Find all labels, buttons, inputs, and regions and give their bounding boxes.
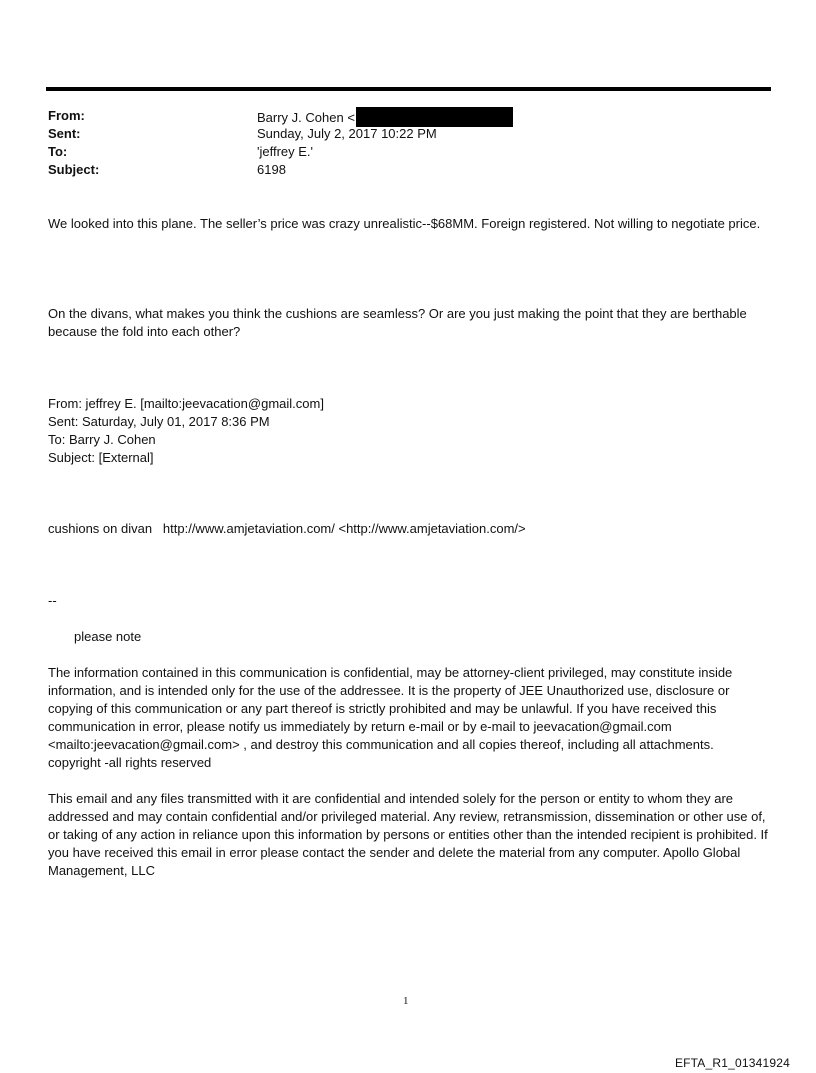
document-id: EFTA_R1_01341924	[674, 1056, 790, 1070]
subject-label: Subject:	[48, 162, 100, 177]
sent-value: Sunday, July 2, 2017 10:22 PM	[257, 126, 437, 141]
signature-separator: --	[48, 593, 57, 608]
disclaimer-apollo: This email and any files transmitted with it are confidential and intended solely for the person or entity to whom they are addressed and may contain confidential and/or privileged material. Any review, retransmission, dissemination or other use of, or taking of any action in reliance upon this information by persons or entities other than the intended recipient is prohibited. If you have received this email in error please contact the sender and delete the material from any computer. Apollo Global Management, LLC	[48, 791, 768, 878]
quoted-line-cushions: cushions on divan http://www.amjetaviation.com/ <http://www.amjetaviation.com/>	[48, 521, 526, 536]
to-value: 'jeffrey E.'	[257, 144, 314, 159]
from-label: From:	[48, 108, 85, 123]
quoted-subject: Subject: [External]	[48, 450, 154, 465]
please-note: please note	[74, 629, 142, 644]
from-name: Barry J. Cohen <	[257, 110, 355, 125]
subject-value: 6198	[257, 162, 286, 177]
disclaimer-jee: The information contained in this communication is confidential, may be attorney-client privileged, may constitute inside information, and is intended only for the use of the addressee. It is the property of JEE Unauthorized use, disclosure or copying of this communication or any part thereof is strictly prohibited and may be unlawful. If you have received this communication in error, please notify us immediately by return e-mail or by e-mail to jeevacation@gmail.com <mailto:jeevacation@gmail.com> , and destroy this communication and all copies thereof, including all attachments. copyright -all rights reserved	[48, 665, 733, 770]
page-number: 1	[403, 995, 409, 1007]
from-value	[257, 107, 513, 127]
redaction-box	[356, 107, 513, 127]
quoted-sent: Sent: Saturday, July 01, 2017 8:36 PM	[48, 414, 270, 429]
header-rule	[46, 87, 771, 91]
quoted-to: To: Barry J. Cohen	[48, 432, 156, 447]
message-paragraph-price: We looked into this plane. The seller’s price was crazy unrealistic--$68MM. Foreign registered. Not willing to negotiate price.	[48, 216, 761, 231]
message-paragraph-divans: On the divans, what makes you think the cushions are seamless? Or are you just making the point that they are berthable because the fold into each other?	[48, 306, 747, 339]
quoted-from: From: jeffrey E. [mailto:jeevacation@gmail.com]	[48, 396, 324, 411]
sent-label: Sent:	[48, 126, 81, 141]
to-label: To:	[48, 144, 68, 159]
